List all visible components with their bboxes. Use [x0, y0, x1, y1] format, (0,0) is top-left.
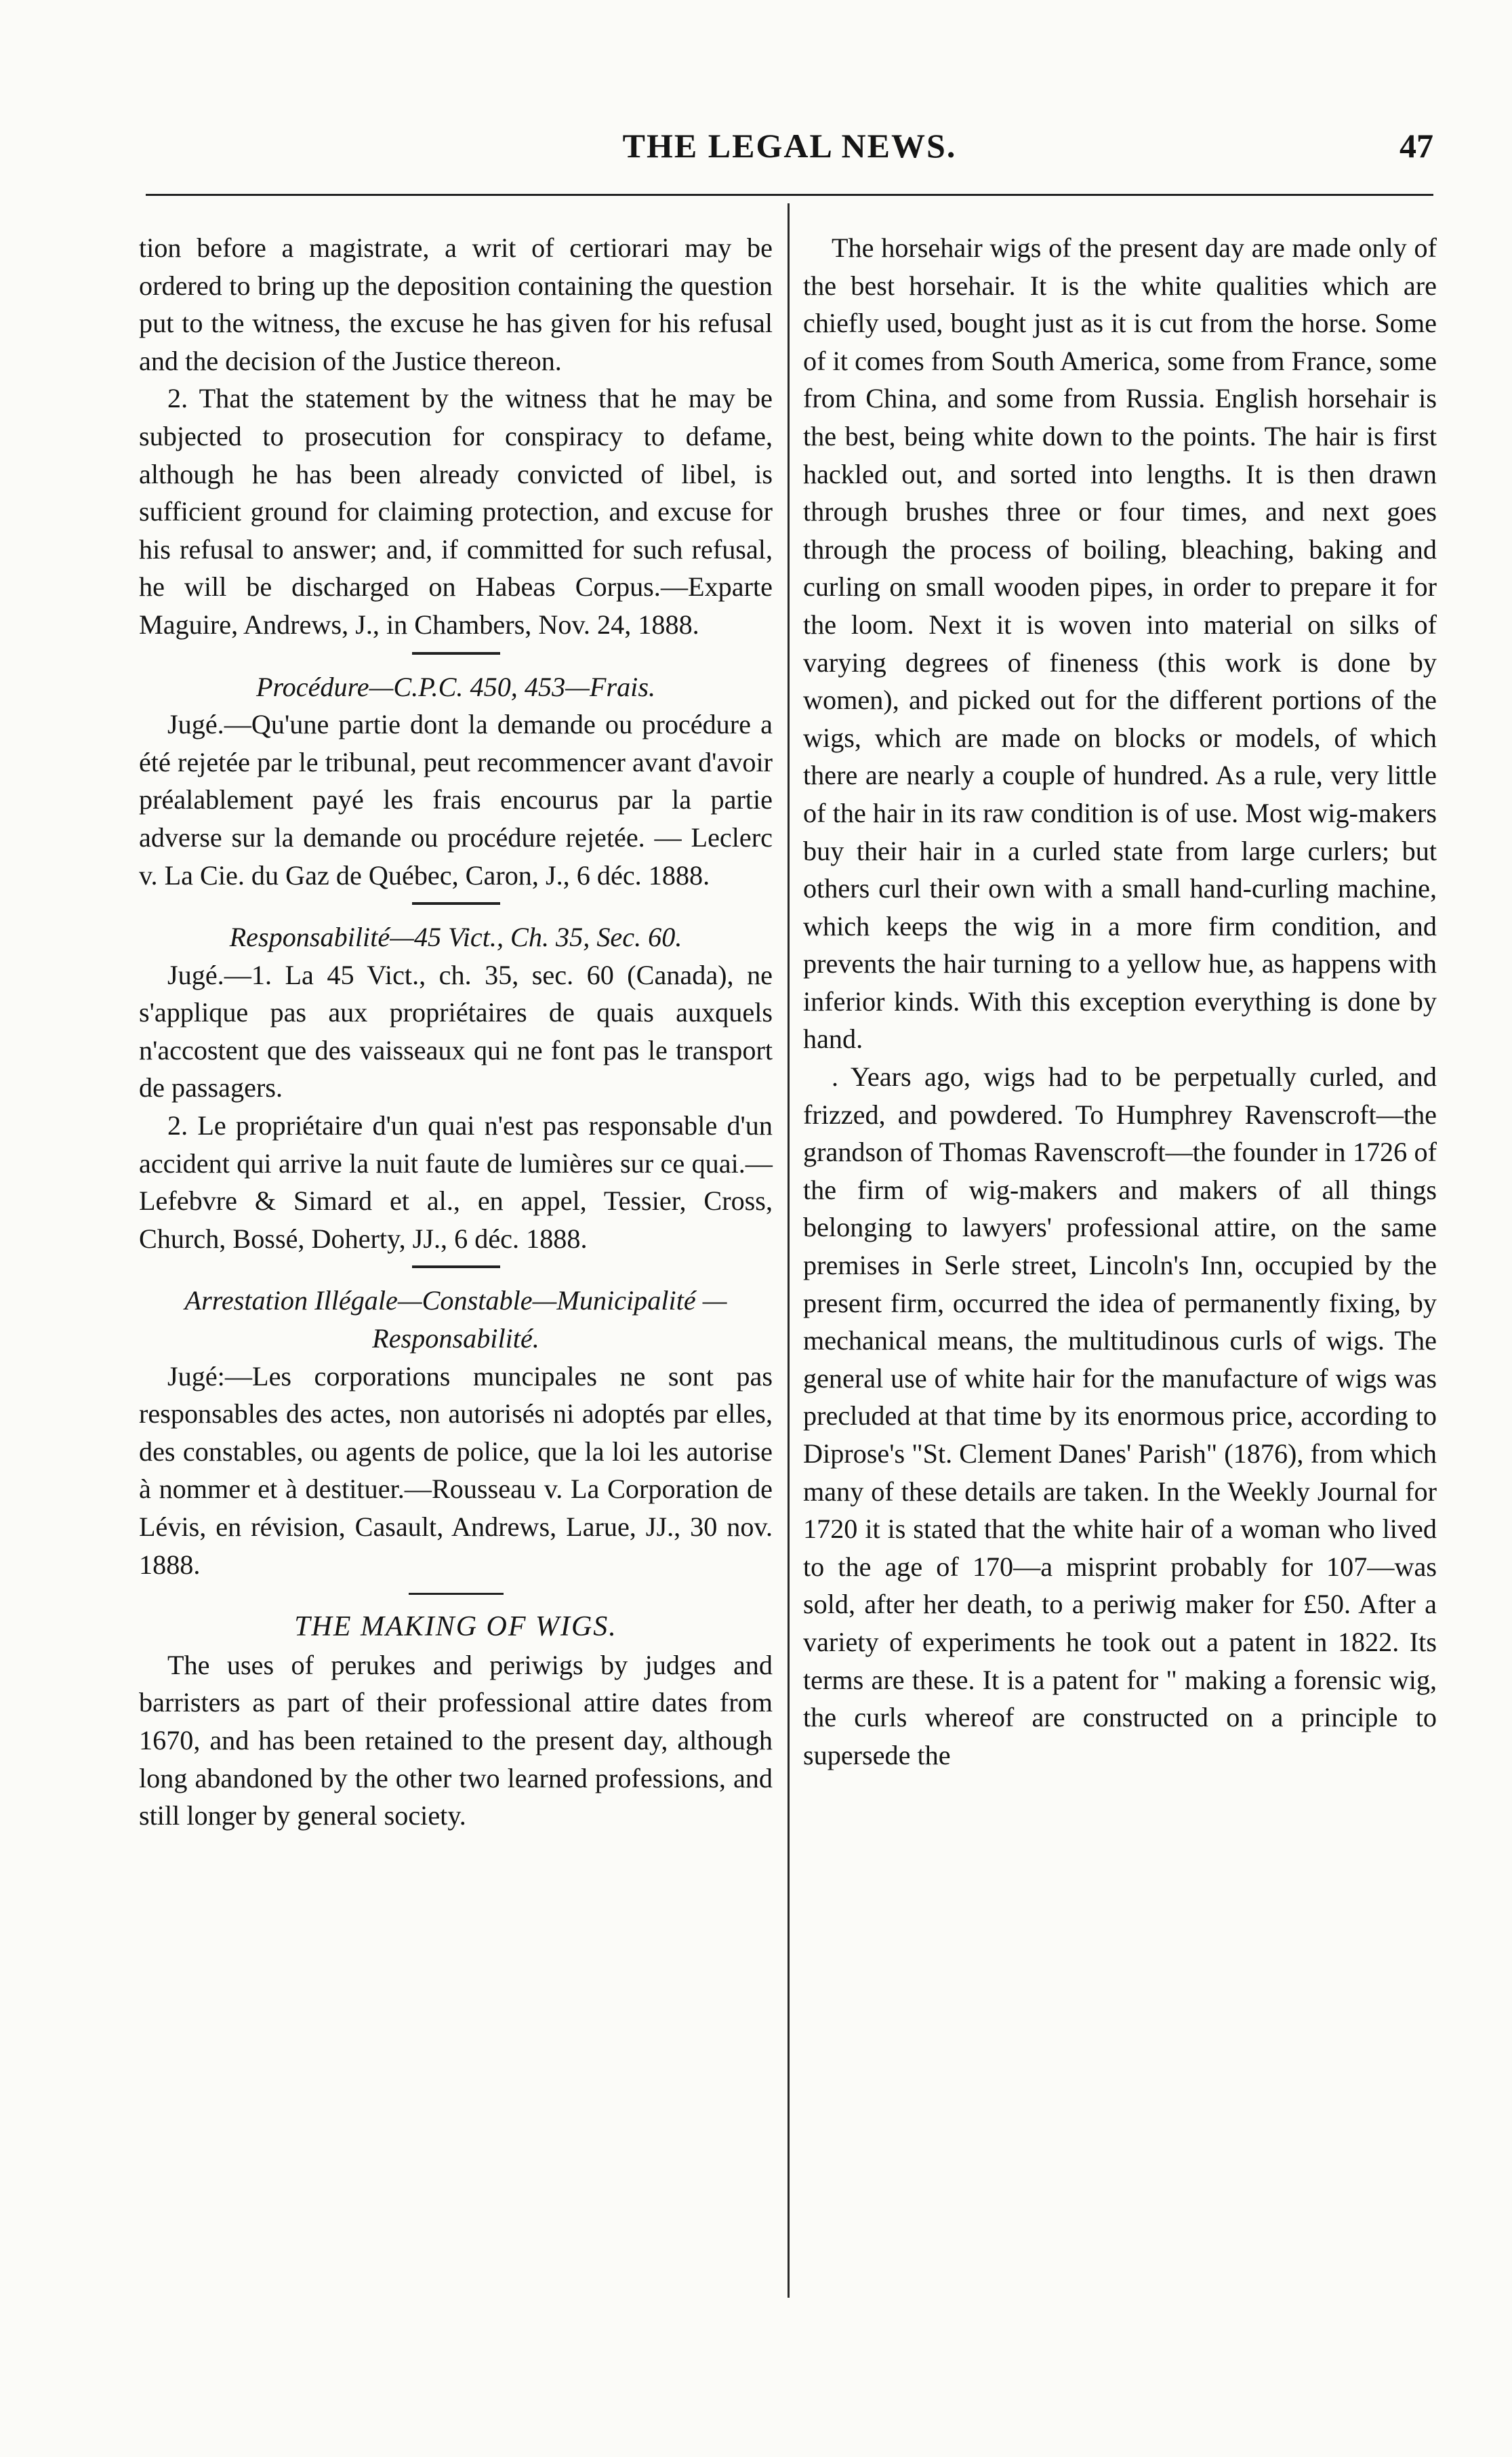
- case-heading: Procédure—C.P.C. 450, 453—Frais.: [256, 671, 656, 702]
- paragraph: tion before a magistrate, a writ of certiorari may be ordered to bring up the deposition containing the question put to the witness, the excuse he has given for his refusal and the decision of the Justice thereon.: [139, 232, 773, 376]
- paragraph: Jugé.—Qu'une partie dont la demande ou procédure a été rejetée par le tribunal, peut recommencer avant d'avoir préalablement payé les frais encourus par la partie adverse sur la demande ou procédure rejetée. — Leclerc v. La Cie. du Gaz de Québec, Caron, J., 6 déc. 1888.: [139, 709, 773, 891]
- column-divider: [788, 203, 790, 2298]
- section-rule: [409, 1593, 504, 1595]
- page-number: 47: [1399, 127, 1433, 165]
- section-rule: [412, 902, 500, 905]
- paragraph: The horsehair wigs of the present day are made only of the best horsehair. It is the white qualities which are chiefly used, bought just as it is cut from the horse. Some of it comes from South America, some from France, some from China, and some from Russia. English horsehair is the best, being white down to the points. The hair is first hackled out, and sorted into lengths. It is then drawn through brushes three or four times, and next goes through the process of boiling, bleaching, baking and curling on small wooden pipes, in order to prepare it for the loom. Next it is woven into material on silks of varying degrees of fineness (this work is done by women), and picked out for the different portions of the wigs, which are made on blocks or models, of which there are nearly a couple of hundred. As a rule, very little of the hair in its raw condition is of use. Most wig-makers buy their hair in a curled state from large curlers; but others curl their own with a small hand-curling machine, which keeps the wig in a more firm condition, and prevents the hair turning to a yellow hue, as happens with inferior kinds. With this exception everything is done by hand.: [803, 232, 1437, 1055]
- paragraph: . Years ago, wigs had to be perpetually curled, and frizzed, and powdered. To Humphrey Ravenscroft—the grandson of Thomas Ravenscroft—the founder in 1726 of the firm of wig-makers and makers of all things belonging to lawyers' professional attire, on the same premises in Serle street, Lincoln's Inn, occupied by the present firm, occurred the idea of permanently fixing, by mechanical means, the multitudinous curls of wigs. The general use of white hair for the manufacture of wigs was precluded at that time by its enormous price, according to Diprose's "St. Clement Danes' Parish" (1876), from which many of these details are taken. In the Weekly Journal for 1720 it is stated that the white hair of a woman who lived to the age of 170—a misprint probably for 107—was sold, after her death, to a periwig maker for £50. After a variety of experiments he took out a patent in 1822. Its terms are these. It is a patent for " making a forensic wig, the curls whereof are constructed on a principle to supersede the: [803, 1061, 1437, 1770]
- article-title: THE MAKING OF WIGS.: [294, 1611, 617, 1643]
- paragraph: The uses of perukes and periwigs by judges and barristers as part of their professional attire dates from 1670, and has been retained to the present day, although long abandoned by the other two learned professions, and still longer by general society.: [139, 1649, 773, 1831]
- section-rule: [412, 652, 500, 655]
- case-heading: Arrestation Illégale—Constable—Municipalité —Responsabilité.: [184, 1285, 727, 1354]
- page-header: [146, 121, 1433, 175]
- paragraph: 2. That the statement by the witness that he may be subjected to prosecution for conspiracy to defame, although he has been already convicted of libel, is sufficient ground for claiming protection, and excuse for his refusal to answer; and, if committed for such refusal, he will be discharged on Habeas Corpus.—Exparte Maguire, Andrews, J., in Chambers, Nov. 24, 1888.: [139, 383, 773, 640]
- case-heading: Responsabilité—45 Vict., Ch. 35, Sec. 60.: [229, 922, 682, 953]
- right-column: [803, 229, 1437, 1774]
- section-rule: [412, 1265, 500, 1268]
- running-title: THE LEGAL NEWS.: [622, 127, 957, 165]
- paragraph: Jugé.—1. La 45 Vict., ch. 35, sec. 60 (Canada), ne s'applique pas aux propriétaires de quais auxquels n'accostent que des vaisseaux qui ne font pas le transport de passagers.: [139, 959, 773, 1103]
- header-rule: [146, 194, 1433, 196]
- paragraph: Jugé:—Les corporations muncipales ne sont pas responsables des actes, non autorisés ni adoptés par elles, des constables, ou agents de police, que la loi les autorise à nommer et à destituer.—Rousseau v. La Corporation de Lévis, en révision, Casault, Andrews, Larue, JJ., 30 nov. 1888.: [139, 1360, 773, 1580]
- left-column: [139, 229, 773, 1835]
- paragraph: 2. Le propriétaire d'un quai n'est pas responsable d'un accident qui arrive la nuit faute de lumières sur ce quai.—Lefebvre & Simard et al., en appel, Tessier, Cross, Church, Bossé, Doherty, JJ., 6 déc. 1888.: [139, 1110, 773, 1254]
